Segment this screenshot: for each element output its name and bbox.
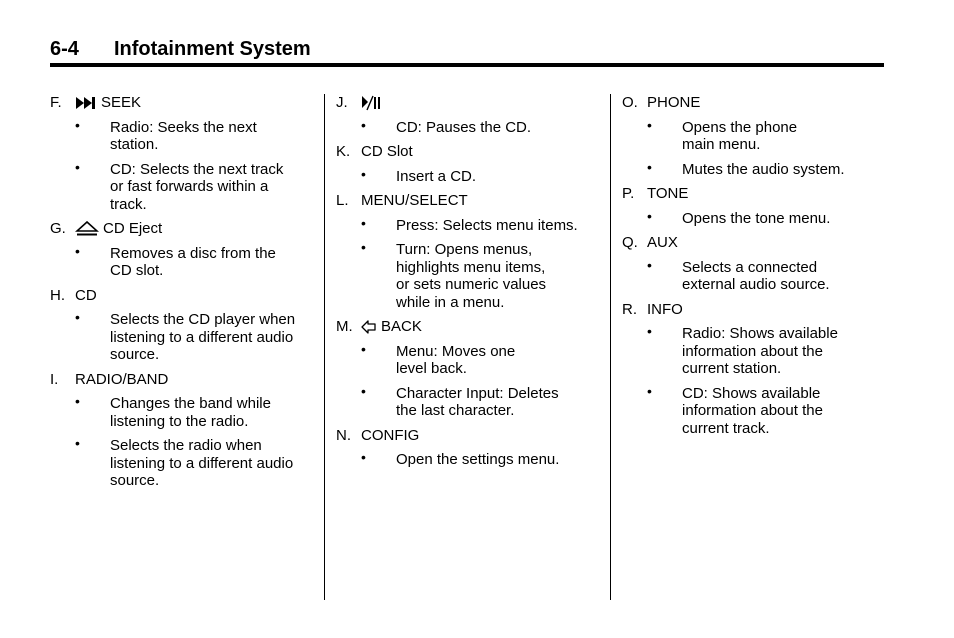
control-label-config: CONFIG (361, 426, 420, 444)
bullet-dot-icon: • (75, 309, 80, 325)
column-divider (324, 94, 325, 600)
bullet-item (50, 242, 315, 280)
control-label-cd-slot: CD Slot (361, 143, 413, 160)
control-entry (336, 427, 601, 469)
control-heading (50, 94, 315, 112)
bullet-list (50, 395, 315, 490)
bullet-text: Press: Selects menu items. (396, 216, 578, 234)
bullet-list (50, 116, 315, 214)
control-entry (336, 143, 601, 185)
control-label-aux: AUX (647, 234, 678, 251)
control-entry (50, 94, 315, 213)
page-header (50, 38, 884, 66)
bullet-dot-icon: • (647, 323, 652, 339)
control-heading (622, 94, 887, 112)
control-entry (336, 192, 601, 311)
control-label-seek: SEEK (101, 94, 142, 111)
control-entry (622, 301, 887, 438)
bullet-list (50, 242, 315, 280)
bullet-text: CD: Pauses the CD. (396, 118, 532, 136)
bullet-text: Changes the band while listening to the radio. (110, 395, 271, 430)
column-1 (50, 92, 315, 497)
bullet-list (336, 340, 601, 420)
seek-next-icon (75, 96, 97, 110)
bullet-dot-icon: • (361, 239, 366, 255)
control-label-info: INFO (647, 300, 683, 318)
control-heading (622, 301, 887, 319)
control-heading (50, 287, 315, 305)
bullet-dot-icon: • (75, 116, 80, 133)
bullet-item (622, 158, 887, 179)
bullet-text: Mutes the audio system. (682, 160, 845, 178)
control-heading (622, 234, 887, 252)
bullet-item (50, 437, 315, 490)
control-letter: J. (336, 94, 348, 111)
control-letter: F. (50, 94, 62, 111)
bullet-item (336, 214, 601, 235)
control-label-menu-select: MENU/SELECT (361, 192, 468, 209)
control-label-cd-eject: CD Eject (103, 220, 163, 237)
bullet-dot-icon: • (361, 449, 366, 465)
bullet-item (336, 165, 601, 186)
bullet-text: Turn: Opens menus, highlights menu items, or sets numeric values while in a menu. (396, 241, 547, 311)
control-entry (622, 234, 887, 294)
bullet-item (336, 340, 601, 378)
bullet-item (622, 325, 887, 378)
column-divider (610, 94, 611, 600)
section-title: Infotainment System (114, 38, 311, 60)
play-pause-icon (361, 95, 383, 111)
bullet-item (622, 116, 887, 154)
bullet-text: CD: Shows available information about the current track. (682, 384, 823, 437)
bullet-dot-icon: • (361, 340, 366, 357)
bullet-item (50, 116, 315, 154)
control-entry (622, 94, 887, 178)
column-3 (622, 92, 887, 444)
bullet-dot-icon: • (361, 382, 366, 399)
bullet-text: Menu: Moves one level back. (396, 342, 516, 377)
control-letter: P. (622, 185, 635, 202)
bullet-dot-icon: • (361, 116, 366, 133)
bullet-item (336, 116, 601, 137)
control-entry (50, 371, 315, 490)
control-heading (336, 192, 601, 210)
control-label-back: BACK (381, 318, 422, 335)
control-heading (50, 220, 315, 238)
control-entry (336, 318, 601, 420)
bullet-list (622, 207, 887, 228)
control-entry (336, 94, 601, 136)
control-letter: H. (50, 286, 65, 304)
bullet-list (336, 451, 601, 469)
bullet-dot-icon: • (75, 158, 80, 175)
bullet-item (622, 256, 887, 294)
bullet-text: Radio: Shows available information about the current station. (682, 325, 838, 377)
control-heading (336, 94, 601, 112)
control-letter: G. (50, 220, 66, 237)
bullet-item (50, 395, 315, 430)
control-letter: Q. (622, 234, 638, 251)
bullet-item (50, 311, 315, 364)
control-letter: I. (50, 370, 59, 388)
control-entry (622, 185, 887, 227)
bullet-item (336, 451, 601, 469)
bullet-dot-icon: • (75, 393, 80, 409)
bullet-list (622, 256, 887, 294)
control-letter: R. (622, 300, 637, 318)
control-letter: M. (336, 318, 353, 335)
control-label-phone: PHONE (647, 94, 701, 111)
bullet-text: Character Input: Deletes the last character. (396, 384, 559, 419)
control-heading (336, 143, 601, 161)
bullet-text: Open the settings menu. (396, 451, 560, 468)
bullet-dot-icon: • (647, 207, 652, 224)
bullet-text: Removes a disc from the CD slot. (110, 244, 276, 279)
bullet-item (336, 241, 601, 311)
bullet-dot-icon: • (647, 382, 652, 399)
bullet-list (622, 116, 887, 179)
bullet-text: CD: Selects the next track or fast forwards within a track. (110, 160, 284, 213)
bullet-text: Opens the phone main menu. (682, 118, 798, 153)
bullet-item (336, 382, 601, 420)
bullet-text: Selects the CD player when listening to a different audio source. (110, 311, 296, 363)
control-heading (336, 318, 601, 336)
bullet-dot-icon: • (75, 435, 80, 451)
bullet-dot-icon: • (647, 116, 652, 133)
bullet-list (50, 311, 315, 364)
control-entry (50, 287, 315, 364)
control-letter: N. (336, 426, 351, 444)
bullet-item (50, 158, 315, 214)
bullet-text: Radio: Seeks the next station. (110, 118, 257, 153)
bullet-list (336, 116, 601, 137)
bullet-dot-icon: • (647, 256, 652, 273)
bullet-dot-icon: • (361, 165, 366, 182)
control-heading (50, 371, 315, 389)
eject-icon (75, 221, 99, 237)
bullet-text: Selects a connected external audio source. (682, 258, 830, 293)
bullet-dot-icon: • (647, 158, 652, 175)
bullet-text: Selects the radio when listening to a different audio source. (110, 437, 294, 489)
header-rule (50, 63, 884, 67)
control-label-cd: CD (75, 286, 97, 304)
control-heading (336, 427, 601, 445)
control-label-radio-band: RADIO/BAND (75, 370, 169, 388)
bullet-list (622, 325, 887, 437)
control-letter: K. (336, 143, 351, 160)
control-label-tone: TONE (647, 185, 689, 202)
bullet-dot-icon: • (361, 214, 366, 231)
bullet-list (336, 165, 601, 186)
control-letter: O. (622, 94, 638, 111)
back-arrow-icon (361, 320, 377, 334)
page-number: 6-4 (50, 38, 79, 60)
bullet-list (336, 214, 601, 312)
bullet-item (622, 207, 887, 228)
bullet-item (622, 382, 887, 438)
control-heading (622, 185, 887, 203)
bullet-text: Opens the tone menu. (682, 209, 831, 227)
column-2 (336, 92, 601, 476)
control-entry (50, 220, 315, 280)
bullet-text: Insert a CD. (396, 167, 477, 185)
control-letter: L. (336, 192, 349, 209)
bullet-dot-icon: • (75, 242, 80, 259)
